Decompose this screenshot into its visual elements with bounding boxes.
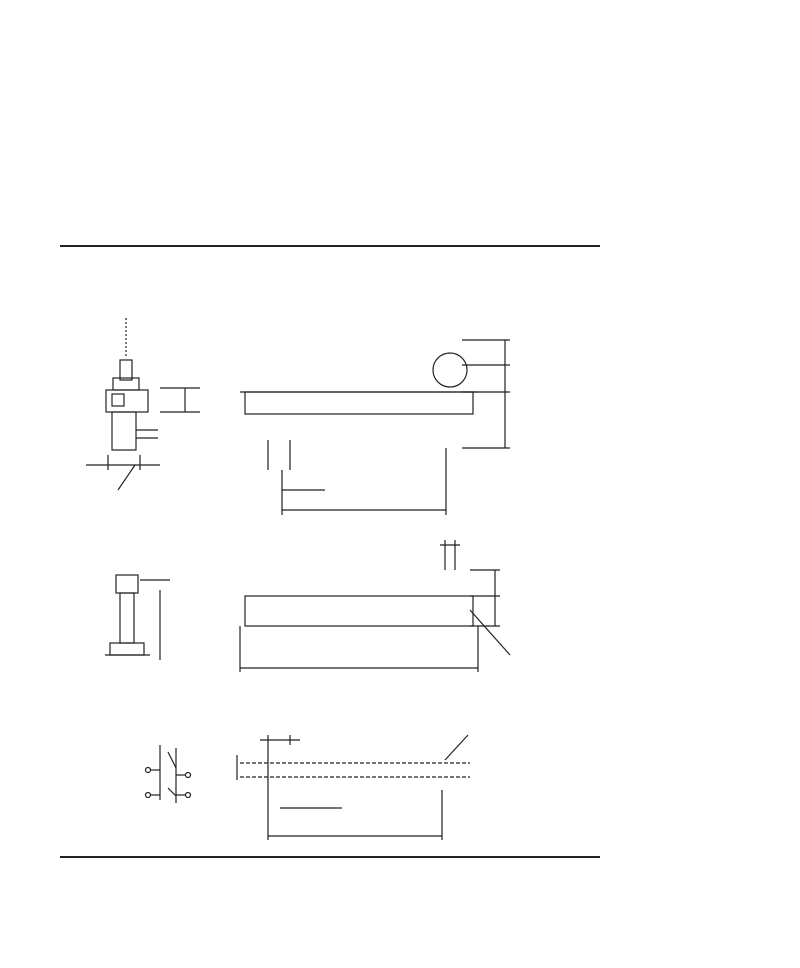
circuit-diagram <box>146 745 191 803</box>
bottom-view <box>240 540 510 672</box>
pcb-hole-pattern <box>237 735 470 840</box>
footer-rule <box>60 856 600 858</box>
side-view <box>86 318 200 490</box>
front-view <box>240 340 510 515</box>
detail-view <box>105 575 170 660</box>
